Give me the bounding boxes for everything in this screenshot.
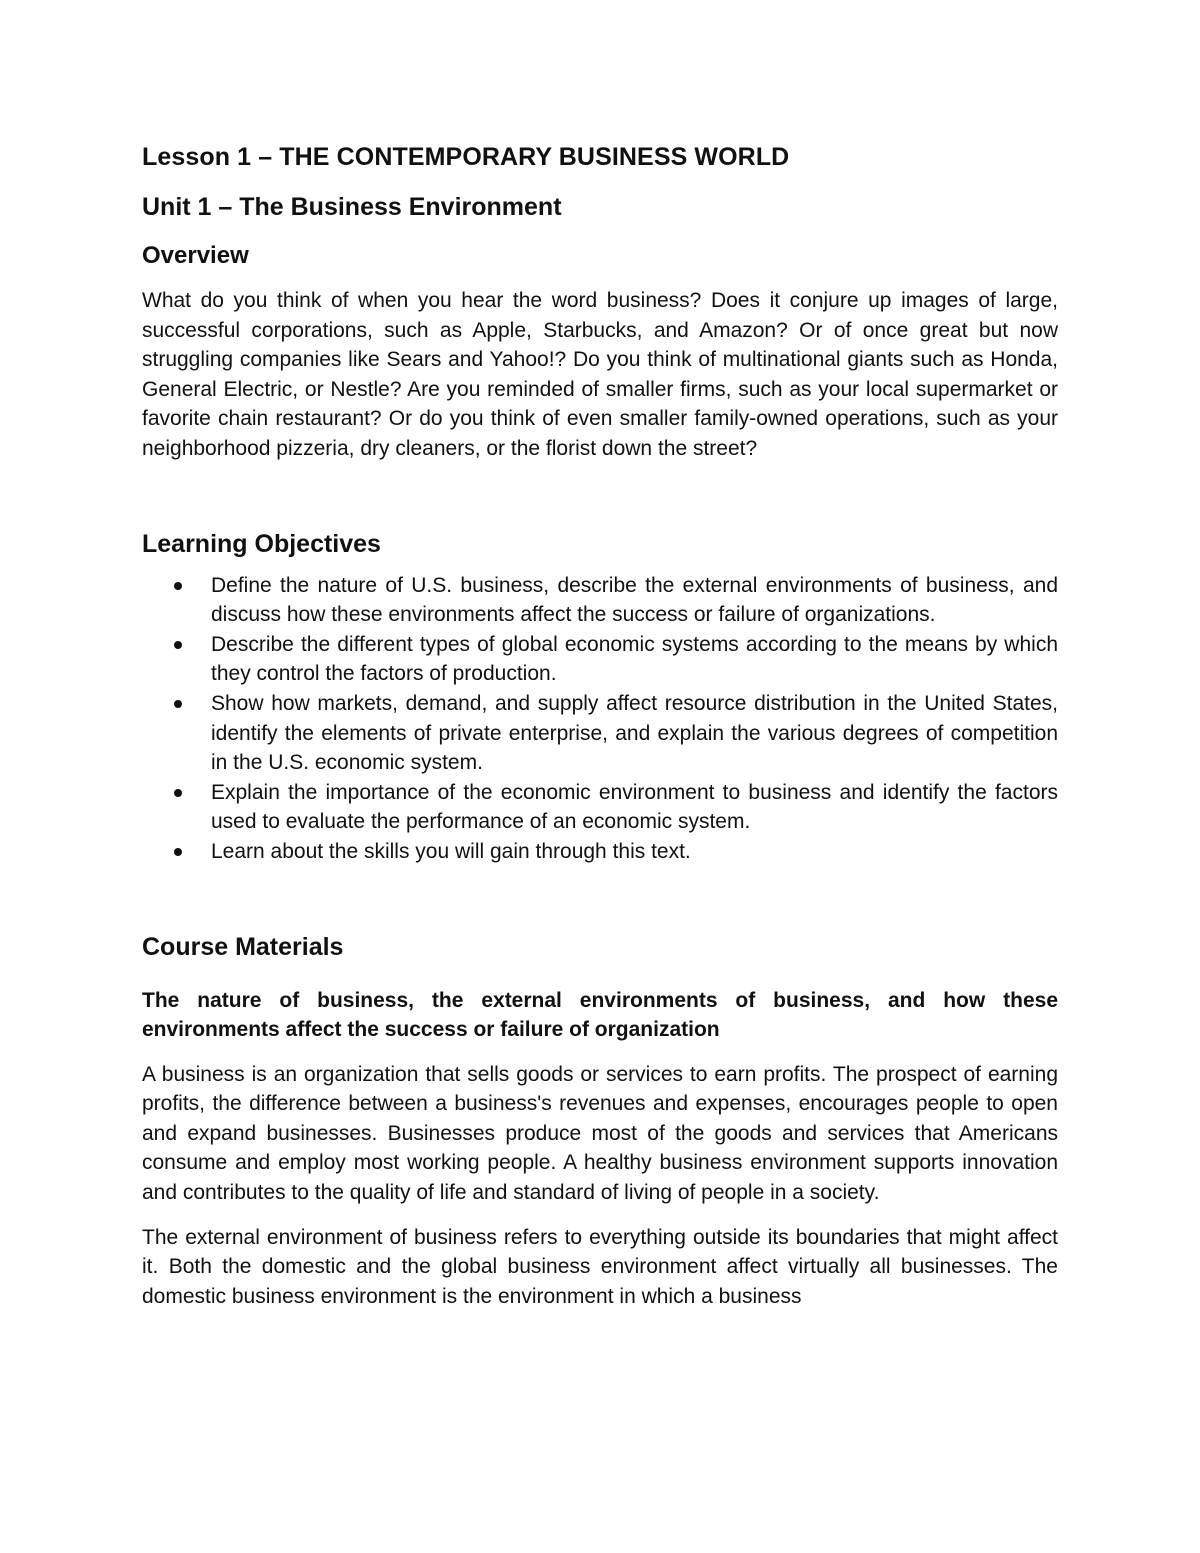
list-item-text: Describe the different types of global economic systems according to the means by which they control the factors of production. bbox=[211, 632, 1058, 686]
learning-objectives-list bbox=[142, 571, 1058, 867]
bullet-icon bbox=[174, 700, 182, 708]
course-materials-paragraph: The external environment of business refers to everything outside its boundaries that might affect it. Both the domestic and the global business environment affect virtually all businesses. The domestic business environment is the environment in which a business bbox=[142, 1225, 1058, 1308]
lesson-title: Lesson 1 – THE CONTEMPORARY BUSINESS WORLD bbox=[142, 143, 790, 171]
unit-title: Unit 1 – The Business Environment bbox=[142, 193, 562, 221]
list-item-text: Explain the importance of the economic environment to business and identify the factors used to evaluate the performance of an economic system. bbox=[211, 780, 1058, 834]
overview-heading: Overview bbox=[142, 242, 249, 269]
list-item-text: Learn about the skills you will gain through this text. bbox=[211, 839, 691, 863]
learning-objectives-heading: Learning Objectives bbox=[142, 529, 381, 558]
overview-paragraph: What do you think of when you hear the word business? Does it conjure up images of large, successful corporations, such as Apple, Starbucks, and Amazon? Or of once great but now struggling companies like Sears and Yahoo!? Do you think of multinational giants such as Honda, General Electric, or Nestle? Are you reminded of smaller firms, such as your local supermarket or favorite chain restaurant? Or do you think of even smaller family-owned operations, such as your neighborhood pizzeria, dry cleaners, or the florist down the street? bbox=[142, 289, 1058, 460]
list-item bbox=[142, 571, 1058, 630]
bullet-icon bbox=[174, 582, 182, 590]
bullet-icon bbox=[174, 848, 182, 856]
list-item-text: Define the nature of U.S. business, describe the external environments of business, and discuss how these environments affect the success or failure of organizations. bbox=[211, 573, 1058, 627]
document-page bbox=[142, 140, 1058, 1311]
course-materials-heading: Course Materials bbox=[142, 932, 344, 961]
list-item bbox=[142, 778, 1058, 837]
bullet-icon bbox=[174, 789, 182, 797]
course-materials-paragraph: A business is an organization that sells goods or services to earn profits. The prospect of earning profits, the difference between a business's revenues and expenses, encourages people to open and expand businesses. Businesses produce most of the goods and services that Americans consume and employ most working people. A healthy business environment supports innovation and contributes to the quality of life and standard of living of people in a society. bbox=[142, 1062, 1058, 1205]
course-materials-subheading: The nature of business, the external environments of business, and how these environments affect the success or failure of organization bbox=[142, 988, 1058, 1042]
list-item-text: Show how markets, demand, and supply affect resource distribution in the United States, identify the elements of private enterprise, and explain the various degrees of competition in the U.S. economic system. bbox=[211, 691, 1058, 775]
list-item bbox=[142, 689, 1058, 778]
bullet-icon bbox=[174, 641, 182, 649]
list-item bbox=[142, 630, 1058, 689]
list-item bbox=[142, 837, 1058, 867]
